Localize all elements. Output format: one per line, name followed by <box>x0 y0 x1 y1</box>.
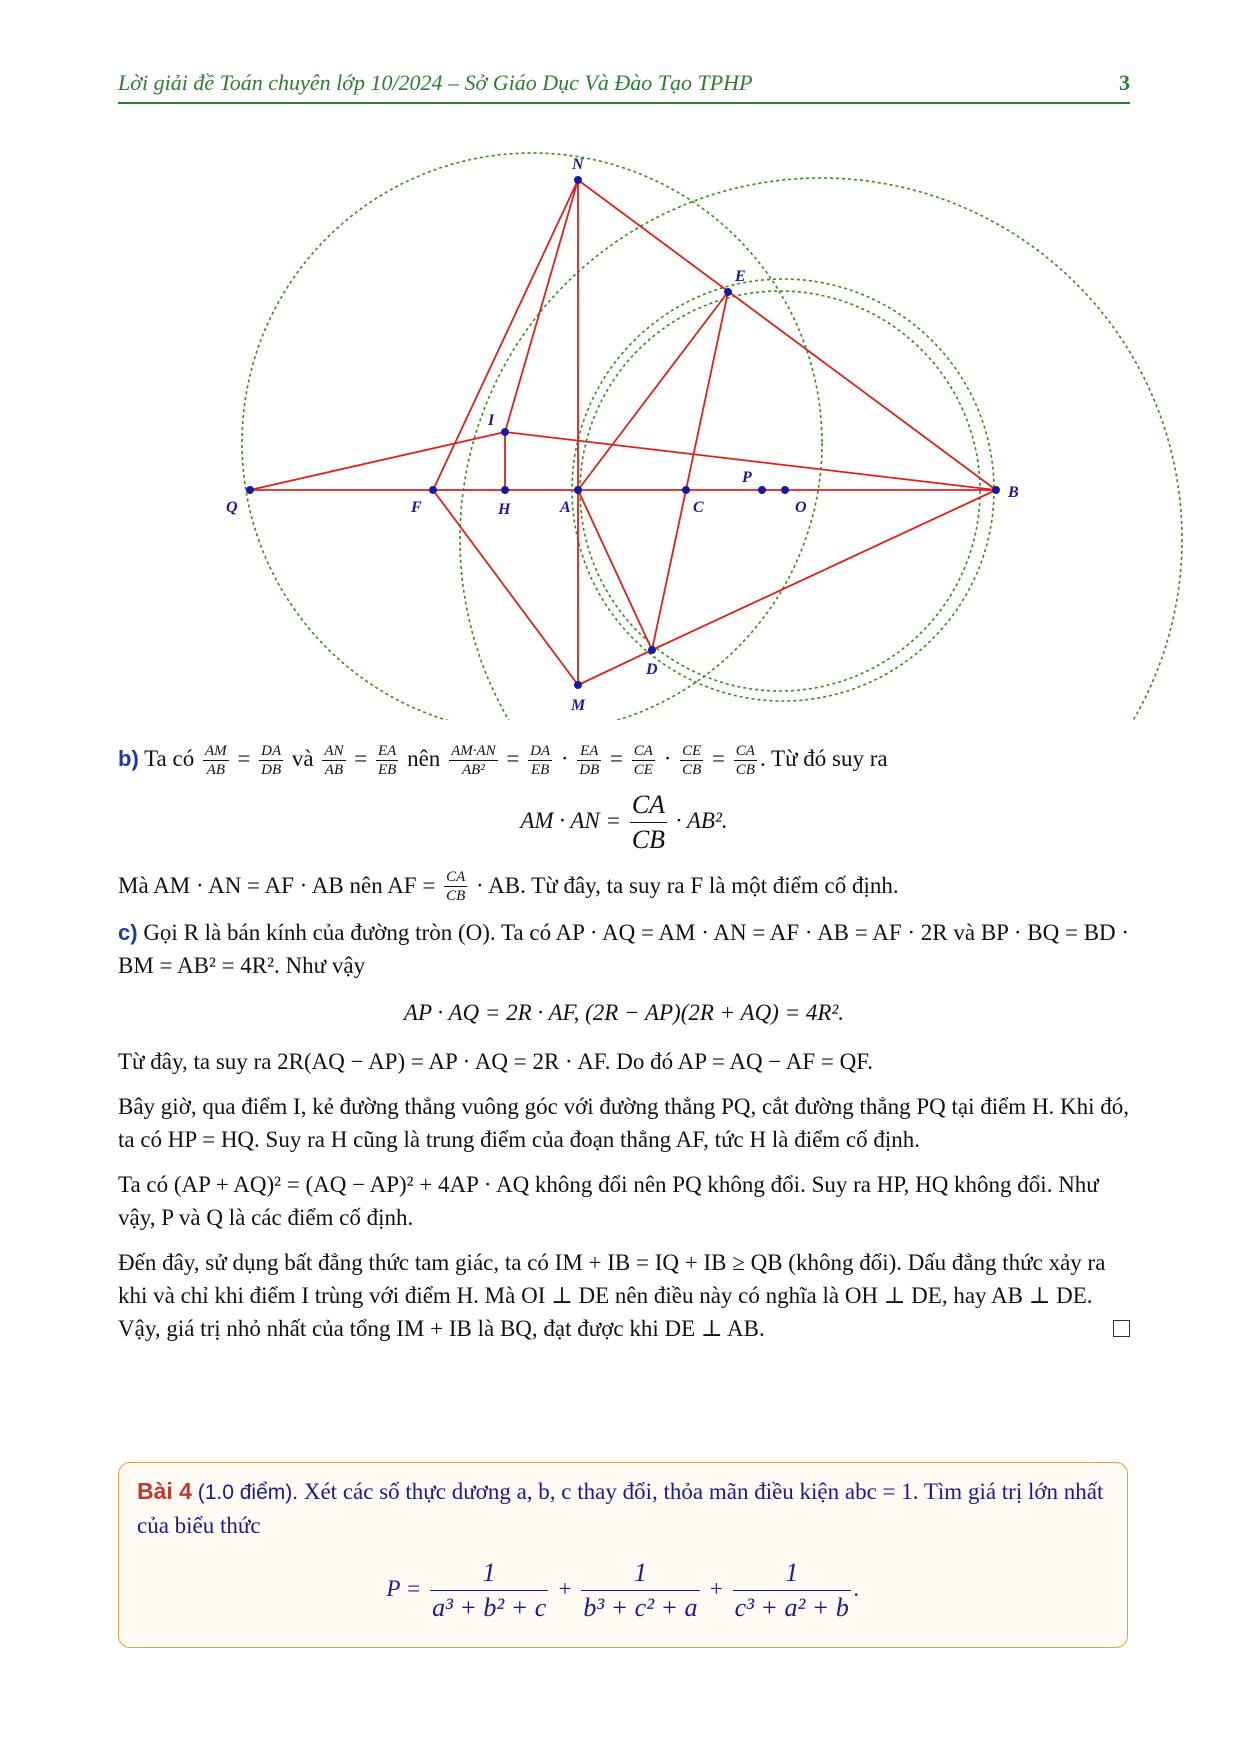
point-labels <box>226 156 1019 714</box>
part-c-display: AP · AQ = 2R · AF, (2R − AP)(2R + AQ) = 4R². <box>403 1000 845 1026</box>
label-H: H <box>498 501 511 518</box>
problem-4-statement: Bài 4 (1.0 điểm). Xét các số thực dương a, b, c thay đổi, thỏa mãn điều kiện abc = 1. Tìm giá trị lớn nhất của biểu thức <box>137 1478 1104 1538</box>
label-I: I <box>488 412 495 429</box>
geometry-figure <box>0 0 1241 720</box>
point-A <box>574 486 582 494</box>
label-B: B <box>1008 484 1019 501</box>
point-I <box>501 428 509 436</box>
label-P: P <box>742 469 752 486</box>
part-c-para2: Từ đây, ta suy ra 2R(AQ − AP) = AP · AQ = 2R · AF. Do đó AP = AQ − AF = QF. <box>118 1049 873 1075</box>
part-b-display: AM · AN = $\frac{CA}{CB}$ · AB². <box>520 789 728 854</box>
point-dots <box>246 176 1000 689</box>
label-F: F <box>411 499 422 516</box>
label-C: C <box>693 499 704 516</box>
problem-4-points: (1.0 điểm). <box>197 1481 299 1504</box>
part-c-para1: c) Gọi R là bán kính của đường tròn (O). Ta có AP · AQ = AM · AN = AF · AB = AF · 2R và BP · BQ = BD · BM = AB² = 4R². Như vậy <box>118 920 1130 979</box>
label-D: D <box>646 661 658 678</box>
label-E: E <box>735 268 746 285</box>
part-c-para4: Ta có (AP + AQ)² = (AQ − AP)² + 4AP · AQ không đổi nên PQ không đổi. Suy ra HP, HQ không đổi. Như vậy, P và Q là các điểm cố định. <box>118 1172 1099 1231</box>
circle-right <box>460 178 1182 720</box>
segments <box>250 180 996 685</box>
label-A: A <box>560 499 571 516</box>
point-N <box>574 176 582 184</box>
point-Q <box>246 486 254 494</box>
header-title: Lời giải đề Toán chuyên lớp 10/2024 – Sở Giáo Dục Và Đào Tạo TPHP <box>118 70 753 95</box>
circle-left <box>242 153 822 720</box>
circles <box>242 153 1182 720</box>
problem-4-label: Bài 4 <box>137 1478 192 1504</box>
problem-4-box <box>118 1462 1128 1648</box>
point-C <box>682 486 690 494</box>
point-F <box>429 486 437 494</box>
page-number: 3 <box>1119 70 1130 95</box>
point-H <box>501 486 509 494</box>
label-O: O <box>795 499 807 516</box>
label-Q: Q <box>226 499 238 516</box>
part-b-para2: Mà AM · AN = AF · AB nên AF = $\frac{CA}{CB}$ · AB. Từ đây, ta suy ra F là một điểm cố định. <box>118 869 899 905</box>
circle-small <box>580 291 980 691</box>
qed-box-icon <box>1113 1320 1130 1337</box>
point-E <box>724 288 732 296</box>
point-O <box>781 486 789 494</box>
point-M <box>574 681 582 689</box>
part-b-label: b) <box>118 746 139 771</box>
point-B <box>992 486 1000 494</box>
label-M: M <box>571 697 586 714</box>
part-b-para1: b) Ta có $\frac{AM}{AB}$ = $\frac{DA}{DB}$ và $\frac{AN}{AB}$ = $\frac{EA}{EB}$ nên $\frac{AM\cdot AN}{\text{AB²}}$ = $\frac{DA}{EB}$ · $\frac{EA}{DB}$ = $\frac{CA}{CE}$ · $\frac{CE}{CB}$ = $\frac{CA}{CB}$ . Từ đó suy ra <box>118 742 888 778</box>
point-D <box>648 646 656 654</box>
point-P <box>758 486 766 494</box>
part-c-para5: Đến đây, sử dụng bất đẳng thức tam giác, ta có IM + IB = IQ + IB ≥ QB (không đổi). Dấu đẳng thức xảy ra khi và chỉ khi điểm I trùng với điểm H. Mà OI ⊥ DE nên điều này có nghĩa là OH ⊥ DE, hay AB ⊥ DE. Vậy, giá trị nhỏ nhất của tổng IM + IB là BQ, đạt được khi DE ⊥ AB. <box>118 1246 1130 1345</box>
solution-content <box>118 742 1130 1357</box>
part-c-label: c) <box>118 920 138 946</box>
label-N: N <box>572 156 584 173</box>
part-c-para3: Bây giờ, qua điểm I, kẻ đường thẳng vuông góc với đường thẳng PQ, cắt đường thẳng PQ tại điểm H. Khi đó, ta có HP = HQ. Suy ra H cũng là trung điểm của đoạn thẳng AF, tức H là điểm cố định. <box>118 1094 1130 1153</box>
problem-4-formula: P = $\frac{1}{\text{a³ + b² + c}}$ + $\frac{1}{\text{b³ + c² + a}}$ + $\frac{1}{\text{c³ + a² + b}}$ . <box>386 1558 860 1622</box>
